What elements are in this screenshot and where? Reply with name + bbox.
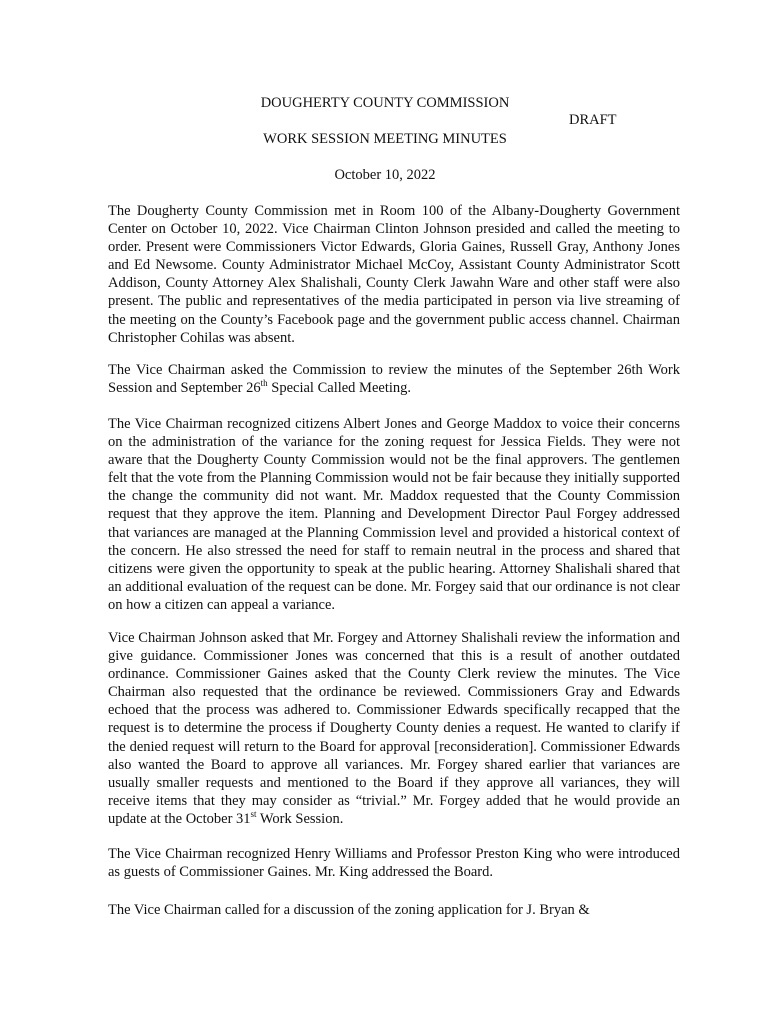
draft-label: DRAFT — [569, 112, 617, 128]
ordinal-suffix: th — [260, 378, 268, 389]
paragraph-ordinance-review-text: Vice Chairman Johnson asked that Mr. Forgey and Attorney Shalishali review the information and give guidance. Commissioner Jones was concerned that this is a result of another outdated ordinance. Commissioner Gaines asked that the County Clerk review the minutes. The Vice Chairman also requested that the ordinance be reviewed. Commissioners Gray and Edwards echoed that the process was adhered to. Commissioner Edwards specifically recapped that the request is to determine the process if Dougherty County denies a request. He wanted to clarify if the denied request will return to the Board for approval [reconsideration]. Commissioner Edwards also wanted the Board to approve all variances. Mr. Forgey shared earlier that variances are usually smaller requests and mentioned to the Board if they approve all variances, they will receive items that they may consider as “trivial.” Mr. Forgey added that he would provide an update at the October 31 — [108, 630, 680, 827]
paragraph-attendance: The Dougherty County Commission met in Room 100 of the Albany-Dougherty Government Center on October 10, 2022. Vice Chairman Clinton Johnson presided and called the meeting to order. Present were Commissioners Victor Edwards, Gloria Gaines, Russell Gray, Anthony Jones and Ed Newsome. County Administrator Michael McCoy, Assistant County Administrator Scott Addison, County Attorney Alex Shalishali, County Clerk Jawahn Ware and other staff were also present. The public and representatives of the media participated in person via live streaming of the meeting on the County’s Facebook page and the government public access channel. Chairman Christopher Cohilas was absent. — [108, 203, 680, 346]
paragraph-ordinance-review-end: Work Session. — [256, 810, 344, 827]
commission-title: DOUGHERTY COUNTY COMMISSION — [260, 95, 510, 111]
paragraph-ordinance-review — [108, 629, 680, 828]
paragraph-minutes-review-end: Special Called Meeting. — [267, 380, 412, 397]
paragraph-guests: The Vice Chairman recognized Henry Williams and Professor Preston King who were introduced as guests of Commissioner Gaines. Mr. King addressed the Board. — [108, 846, 680, 881]
minutes-subtitle: WORK SESSION MEETING MINUTES — [263, 131, 507, 147]
meeting-date: October 10, 2022 — [334, 167, 436, 183]
paragraph-variance-concerns: The Vice Chairman recognized citizens Albert Jones and George Maddox to voice their concerns on the administration of the variance for the zoning request for Jessica Fields. They were not aware that the Dougherty County Commission would not be the final approvers. The gentlemen felt that the vote from the Planning Commission would not be fair because they initially supported the change the community did not want. Mr. Maddox requested that the County Commission request that they approve the item. Planning and Development Director Paul Forgey addressed that variances are managed at the Planning Commission level and provided a historical context of the concern. He also stressed the need for staff to remain neutral in the process and shared that citizens were given the opportunity to speak at the public hearing. Attorney Shalishali shared that an additional evaluation of the request can be done. Mr. Forgey said that our ordinance is not clear on how a citizen can appeal a variance. — [108, 416, 680, 613]
ordinal-suffix: st — [250, 809, 257, 820]
paragraph-zoning-discussion: The Vice Chairman called for a discussion of the zoning application for J. Bryan & — [108, 902, 590, 918]
paragraph-minutes-review-text: The Vice Chairman asked the Commission to review the minutes of the September 26th Work Session and September 26 — [108, 362, 680, 397]
paragraph-minutes-review — [108, 361, 680, 397]
